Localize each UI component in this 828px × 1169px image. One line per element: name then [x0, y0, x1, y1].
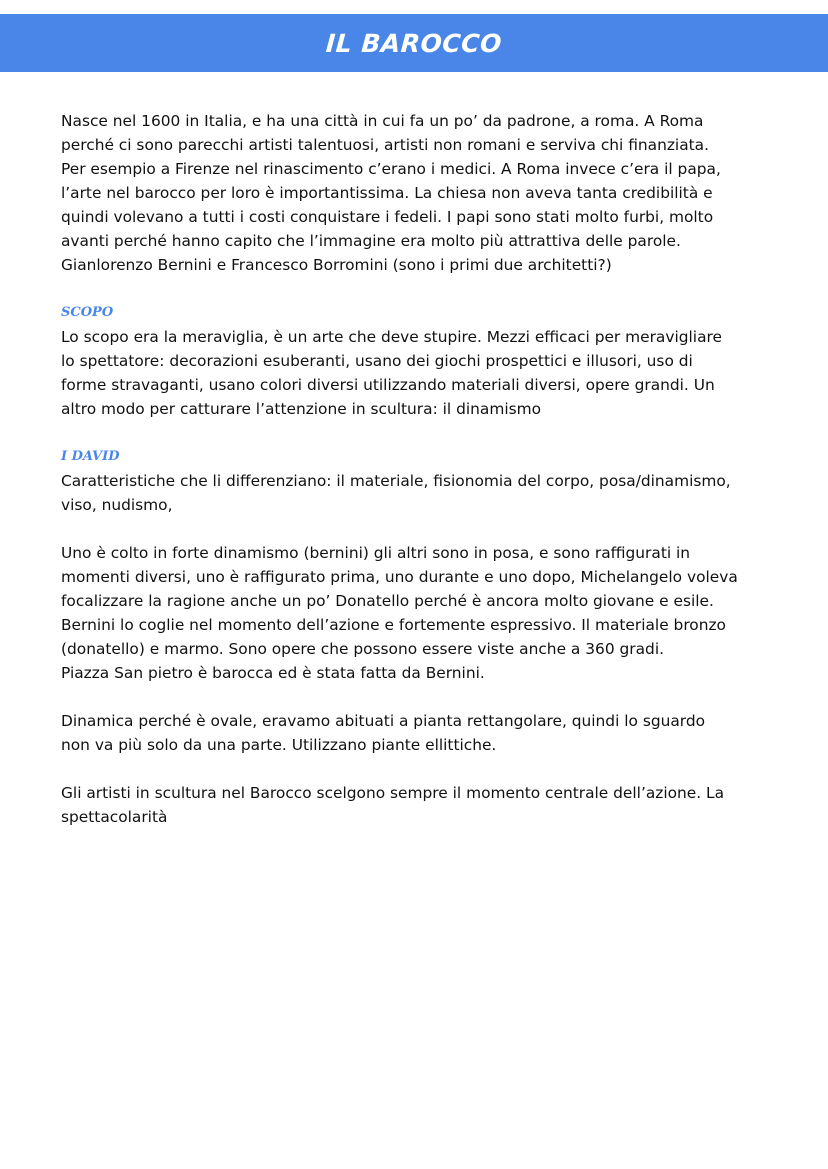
- dinamismo-paragraph: Uno è colto in forte dinamismo (bernini) gli altri sono in posa, e sono raffigurati in momenti diversi, uno è raffigurato prima, uno durante e uno dopo, Michelangelo voleva focalizzare la ragione anche un po’ Donatello perché è ancora molto giovane e esile. Bernini lo coglie nel momento dell’azione e fortemente espressivo. Il materiale bronzo (donatello) e marmo. Sono opere che possono essere viste anche a 360 gradi. Piazza San pietro è barocca ed è stata fatta da Bernini.: [61, 544, 738, 682]
- ovale-paragraph: Dinamica perché è ovale, eravamo abituati a pianta rettangolare, quindi lo sguardo non va più solo da una parte. Utilizzano piante ellittiche.: [61, 712, 706, 754]
- section-heading-scopo: SCOPO: [61, 305, 114, 320]
- title-banner: [0, 14, 828, 72]
- intro-paragraph: Nasce nel 1600 in Italia, e ha una città in cui fa un po’ da padrone, a roma. A Roma perché ci sono parecchi artisti talentuosi, artisti non romani e serviva chi finanziata. Per esempio a Firenze nel rinascimento c’erano i medici. A Roma invece c’era il papa, l’arte nel barocco per loro è importantissima. La chiesa non aveva tanta credibilità e quindi volevano a tutti i costi conquistare i fedeli. I papi sono stati molto furbi, molto avanti perché hanno capito che l’immagine era molto più attrattiva delle parole. Gianlorenzo Bernini e Francesco Borromini (sono i primi due architetti?): [61, 112, 721, 274]
- spacer: [61, 757, 777, 781]
- scopo-paragraph: Lo scopo era la meraviglia, è un arte che deve stupire. Mezzi efficaci per meravigliare lo spettatore: decorazioni esuberanti, usano dei giochi prospettici e illusori, uso di forme stravaganti, usano colori diversi utilizzando materiali diversi, opere grandi. Un altro modo per catturare l’attenzione in scultura: il dinamismo: [61, 328, 722, 418]
- document-body: [61, 109, 777, 829]
- david-paragraph: Caratteristiche che li differenziano: il materiale, fisionomia del corpo, posa/dinamismo, viso, nudismo,: [61, 472, 731, 514]
- spacer: [61, 277, 777, 301]
- spacer: [61, 685, 777, 709]
- spacer: [61, 421, 777, 445]
- section-heading-david: I DAVID: [61, 449, 120, 464]
- page-title: IL BAROCCO: [325, 28, 503, 58]
- final-paragraph: Gli artisti in scultura nel Barocco scelgono sempre il momento centrale dell’azione. La spettacolarità: [61, 784, 725, 826]
- spacer: [61, 517, 777, 541]
